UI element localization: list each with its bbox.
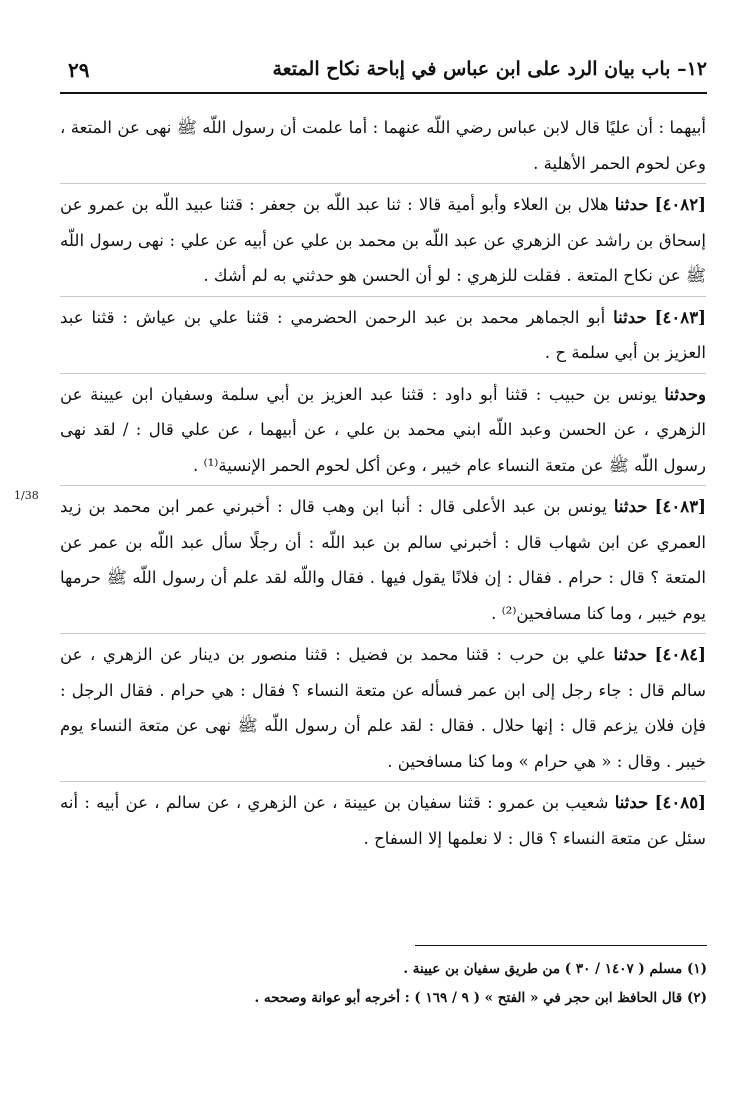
- hadith-paragraph: [60, 485, 706, 631]
- paragraph-text: يونس بن عبد الأعلى قال : أنبا ابن وهب قال : أخبرني عمر ابن محمد بن زيد العمري عن ابن شهاب قال : أخبرني سالم بن عبد اللّه : أن رجلًا سأل عبد اللّه بن عمر عن المتعة ؟ قال : حرام . فقال : إن فلانًا يقول فيها . فقال واللّه لقد علم أن رسول اللّه ﷺ حرمها يوم خيبر ، وما كنا مسافحين⁽²⁾ .: [60, 497, 706, 623]
- hadith-keyword: حدثنا: [613, 496, 648, 516]
- hadith-number: [٤٠٨٢]: [654, 194, 706, 214]
- hadith-keyword: حدثنا: [613, 306, 647, 327]
- paragraph-text: شعيب بن عمرو : قثنا سفيان بن عيينة ، عن الزهري ، عن سالم ، عن أبيه : أنه سئل عن متعة النساء ؟ قال : لا نعلمها إلا السفاح .: [60, 793, 706, 848]
- footnote-divider: [415, 945, 707, 946]
- paragraph-text: علي بن حرب : قثنا محمد بن فضيل : قثنا منصور بن دينار عن الزهري ، عن سالم قال : جاء رجل إلى ابن عمر فسأله عن متعة النساء ؟ فقال : هي حرام . فقال الرجل : فإن فلان يزعم قال : إنها حلال . فقال : لقد علم أن رسول اللّه ﷺ نهى عن متعة النساء يوم خيبر . وقال : « هي حرام » وما كنا مسافحين .: [60, 645, 706, 771]
- hadith-paragraph: [60, 633, 706, 779]
- hadith-keyword: وحدثنا: [664, 383, 707, 404]
- paragraph-text: أبيهما : أن عليًا قال لابن عباس رضي اللّه عنهما : أما علمت أن رسول اللّه ﷺ نهى عن المتعة ، وعن لحوم الحمر الأهلية .: [60, 118, 706, 173]
- paragraph-text: يونس بن حبيب : قثنا أبو داود : قثنا عبد العزيز بن أبي سلمة وسفيان ابن عيينة عن الزهري ، عن الحسن وعبد اللّه ابني محمد بن علي ، عن أبيهما ، عن علي قال : / لقد نهى رسول اللّه ﷺ عن متعة النساء عام خيبر ، وعن أكل لحوم الحمر الإنسية⁽¹⁾ .: [60, 384, 706, 475]
- main-text: [60, 110, 706, 856]
- hadith-keyword: حدثنا: [614, 194, 649, 214]
- hadith-number: [٤٠٨٤]: [654, 644, 706, 664]
- hadith-number: [٤٠٨٣]: [654, 496, 706, 516]
- footnotes: [67, 955, 707, 1013]
- hadith-paragraph: [60, 183, 706, 294]
- hadith-paragraph: [60, 781, 706, 856]
- footnote: (١) مسلم ( ١٤٠٧ / ٣٠ ) من طريق سفيان بن عيينة .: [403, 961, 707, 977]
- paragraph: [60, 110, 706, 181]
- hadith-number: [٤٠٨٥]: [654, 792, 706, 812]
- chapter-title: ١٢– باب بيان الرد على ابن عباس في إباحة نكاح المتعة: [272, 58, 707, 80]
- hadith-paragraph: [60, 296, 706, 371]
- paragraph-text: هلال بن العلاء وأبو أمية قالا : ثنا عبد اللّه بن جعفر : قثنا عبيد اللّه بن عمرو عن إسحاق بن راشد عن الزهري عن عبد اللّه بن محمد بن علي عن أبيه عن علي : نهى رسول اللّه ﷺ عن نكاح المتعة . فقلت للزهري : لو أن الحسن هو حدثني به لم أشك .: [60, 195, 706, 285]
- hadith-number: [٤٠٨٣]: [654, 306, 706, 327]
- page-number: ٢٩: [68, 58, 90, 82]
- footnote: (٢) قال الحافظ ابن حجر في « الفتح » ( ٩ / ١٦٩ ) : أخرجه أبو عوانة وصححه .: [254, 990, 707, 1006]
- hadith-keyword: حدثنا: [614, 792, 649, 812]
- margin-reference: 1/38: [14, 489, 39, 502]
- page-header: [60, 56, 707, 94]
- paragraph-text: أبو الجماهر محمد بن عبد الرحمن الحضرمي : قثنا علي بن عياش : قثنا عبد العزيز بن أبي سلمة ح .: [60, 307, 706, 362]
- hadith-paragraph: [60, 373, 706, 484]
- hadith-keyword: حدثنا: [613, 644, 648, 664]
